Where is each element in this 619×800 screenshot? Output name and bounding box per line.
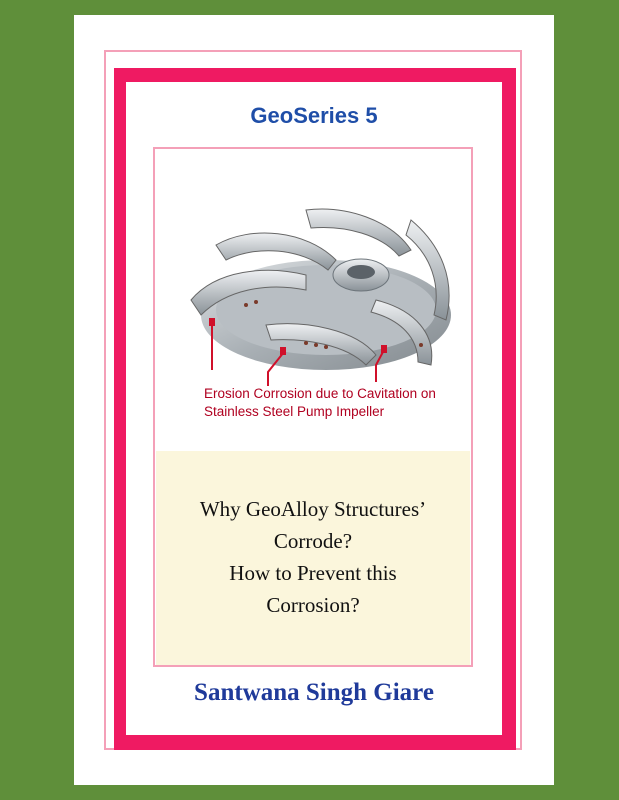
question-line-2: Corrode? xyxy=(273,529,353,553)
book-cover-page xyxy=(74,15,554,785)
question-line-4: Corrosion? xyxy=(266,593,360,617)
question-line-1: Why GeoAlloy Structures’ xyxy=(199,497,427,521)
question-line-3: How to Prevent this xyxy=(229,561,397,585)
caption-line-1: Erosion Corrosion due to Cavitation on xyxy=(204,386,436,401)
book-title-question xyxy=(156,493,470,621)
caption-line-2: Stainless Steel Pump Impeller xyxy=(204,404,385,419)
image-caption xyxy=(204,385,436,421)
series-title: GeoSeries 5 xyxy=(250,103,378,128)
author-name: Santwana Singh Giare xyxy=(194,679,434,706)
